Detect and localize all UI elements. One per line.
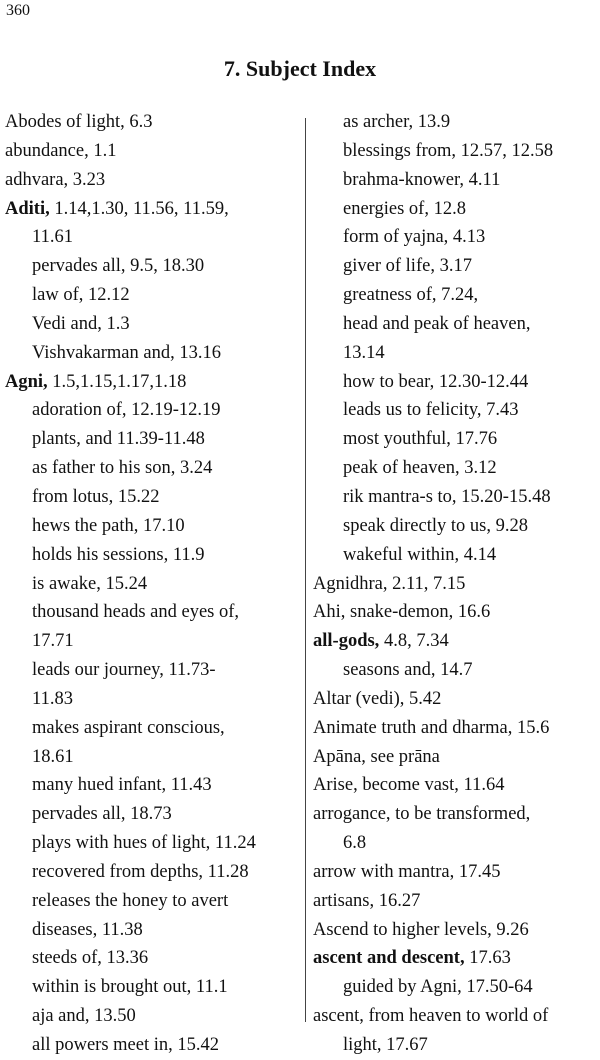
index-entry [313, 454, 600, 483]
index-column-right [313, 108, 600, 1060]
index-entry-text: Animate truth and dharma, 15.6 [313, 717, 550, 738]
index-entry [313, 339, 600, 368]
index-entry-text: from lotus, 15.22 [32, 486, 160, 507]
index-entry [5, 570, 301, 599]
index-entry [313, 598, 600, 627]
index-entry [5, 944, 301, 973]
index-entry-text: 17.71 [32, 631, 74, 652]
index-entry-text: 17.63 [464, 948, 511, 969]
index-entry-text: abundance, 1.1 [5, 140, 117, 161]
index-entry-text: guided by Agni, 17.50-64 [343, 977, 533, 998]
index-entry-text: 13.14 [343, 342, 385, 363]
index-entry-text: form of yajna, 4.13 [343, 227, 486, 248]
index-entry [313, 252, 600, 281]
index-entry [5, 223, 301, 252]
index-entry-text: 11.61 [32, 227, 73, 248]
index-entry [313, 483, 600, 512]
index-entry-text: makes aspirant conscious, [32, 717, 225, 738]
index-entry-text: greatness of, 7.24, [343, 285, 479, 306]
index-entry-text: arrow with mantra, 17.45 [313, 861, 501, 882]
index-entry [5, 425, 301, 454]
index-entry-text: head and peak of heaven, [343, 313, 531, 334]
index-entry [313, 1002, 600, 1031]
index-entry-text: adoration of, 12.19-12.19 [32, 400, 221, 421]
index-entry-text: diseases, 11.38 [32, 919, 143, 940]
index-entry [5, 1002, 301, 1031]
index-entry [313, 368, 600, 397]
column-divider [305, 118, 306, 1022]
index-entry-text: pervades all, 18.73 [32, 804, 172, 825]
index-column-left [5, 108, 301, 1060]
index-entry [313, 512, 600, 541]
index-entry [5, 916, 301, 945]
index-entry [5, 685, 301, 714]
index-entry [313, 656, 600, 685]
index-entry-text: all powers meet in, 15.42 [32, 1035, 220, 1055]
index-entry [313, 223, 600, 252]
index-entry [313, 944, 600, 973]
index-entry-text: hews the path, 17.10 [32, 515, 185, 536]
index-entry [313, 743, 600, 772]
index-entry-text: thousand heads and eyes of, [32, 602, 240, 623]
index-entry-text: speak directly to us, 9.28 [343, 515, 528, 536]
index-entry [313, 887, 600, 916]
index-entry [5, 252, 301, 281]
index-entry-text: releases the honey to avert [32, 890, 229, 911]
index-entry-text: artisans, 16.27 [313, 890, 421, 911]
page-number: 360 [6, 2, 30, 19]
index-entry [313, 108, 600, 137]
index-entry-text: as father to his son, 3.24 [32, 458, 213, 479]
index-entry-text: law of, 12.12 [32, 285, 130, 306]
index-entry [5, 714, 301, 743]
index-entry-heading: Agni, [5, 371, 48, 392]
index-entry [5, 656, 301, 685]
index-entry [5, 541, 301, 570]
index-entry [313, 1031, 600, 1060]
index-entry [313, 195, 600, 224]
index-entry [5, 743, 301, 772]
index-entry-text: 6.8 [343, 833, 367, 854]
index-entry [313, 916, 600, 945]
index-entry [313, 800, 600, 829]
index-entry-text: 1.14,1.30, 11.56, 11.59, [49, 198, 229, 219]
index-entry-text: many hued infant, 11.43 [32, 775, 212, 796]
index-entry-text: leads our journey, 11.73- [32, 660, 216, 681]
index-entry [313, 137, 600, 166]
index-entry [5, 195, 301, 224]
index-entry-text: holds his sessions, 11.9 [32, 544, 205, 565]
index-entry [5, 1031, 301, 1060]
index-entry [313, 973, 600, 1002]
index-entry-text: brahma-knower, 4.11 [343, 169, 501, 190]
index-entry-text: pervades all, 9.5, 18.30 [32, 256, 205, 277]
index-entry [313, 685, 600, 714]
index-entry-text: how to bear, 12.30-12.44 [343, 371, 529, 392]
index-entry-text: Arise, become vast, 11.64 [313, 775, 505, 796]
index-entry [5, 973, 301, 1002]
index-entry-text: Ascend to higher levels, 9.26 [313, 919, 529, 940]
index-entry [5, 339, 301, 368]
index-entry [5, 166, 301, 195]
index-entry [313, 829, 600, 858]
index-entry-text: 1.5,1.15,1.17,1.18 [47, 371, 187, 392]
index-entry [5, 368, 301, 397]
index-entry [5, 887, 301, 916]
index-entry [5, 858, 301, 887]
index-entry [313, 771, 600, 800]
index-entry-text: leads us to felicity, 7.43 [343, 400, 519, 421]
index-entry-text: steeds of, 13.36 [32, 948, 149, 969]
index-entry-text: peak of heaven, 3.12 [343, 458, 497, 479]
index-entry [313, 714, 600, 743]
index-entry [5, 800, 301, 829]
index-entry [313, 166, 600, 195]
index-entry-text: is awake, 15.24 [32, 573, 148, 594]
index-entry-heading: Aditi, [5, 198, 50, 219]
index-entry-text: rik mantra-s to, 15.20-15.48 [343, 486, 551, 507]
page-title: 7. Subject Index [223, 56, 377, 81]
index-entry-text: 11.83 [32, 688, 73, 709]
index-entry-text: as archer, 13.9 [343, 112, 451, 132]
index-entry-text: most youthful, 17.76 [343, 429, 498, 450]
index-entry [313, 281, 600, 310]
index-entry [5, 512, 301, 541]
index-entry-text: wakeful within, 4.14 [343, 544, 497, 565]
index-entry [5, 108, 301, 137]
index-entry-text: seasons and, 14.7 [343, 660, 473, 681]
index-entry [313, 570, 600, 599]
index-entry [5, 396, 301, 425]
index-entry [313, 858, 600, 887]
index-entry-text: aja and, 13.50 [32, 1006, 136, 1027]
index-entry [313, 627, 600, 656]
index-entry-text: 4.8, 7.34 [379, 631, 449, 652]
index-entry [5, 598, 301, 627]
index-entry [5, 454, 301, 483]
index-entry-text: Apāna, see prāna [313, 746, 440, 767]
index-entry-text: Agnidhra, 2.11, 7.15 [313, 573, 466, 594]
index-entry [5, 483, 301, 512]
index-entry [5, 137, 301, 166]
index-entry-text: plants, and 11.39-11.48 [32, 429, 205, 450]
index-entry-text: Abodes of light, 6.3 [5, 112, 153, 132]
index-entry [5, 281, 301, 310]
index-entry-text: Altar (vedi), 5.42 [313, 688, 442, 709]
index-entry-text: giver of life, 3.17 [343, 256, 472, 277]
index-entry [313, 396, 600, 425]
index-entry-text: within is brought out, 11.1 [32, 977, 228, 998]
index-entry-heading: ascent and descent, [313, 948, 465, 969]
index-entry-heading: all-gods, [313, 631, 380, 652]
index-entry-text: 18.61 [32, 746, 74, 767]
index-entry [5, 627, 301, 656]
index-entry [5, 829, 301, 858]
index-entry-text: blessings from, 12.57, 12.58 [343, 140, 554, 161]
index-entry-text: arrogance, to be transformed, [313, 804, 531, 825]
index-entry-text: recovered from depths, 11.28 [32, 861, 249, 882]
index-entry-text: adhvara, 3.23 [5, 169, 106, 190]
index-entry-text: Vishvakarman and, 13.16 [32, 342, 221, 363]
index-entry [5, 771, 301, 800]
index-entry-text: Ahi, snake-demon, 16.6 [313, 602, 491, 623]
index-entry [5, 310, 301, 339]
index-entry-text: energies of, 12.8 [343, 198, 466, 219]
index-entry-text: Vedi and, 1.3 [32, 313, 130, 334]
index-entry-text: plays with hues of light, 11.24 [32, 833, 256, 854]
index-entry [313, 541, 600, 570]
index-entry [313, 310, 600, 339]
index-entry [313, 425, 600, 454]
index-entry-text: light, 17.67 [343, 1035, 428, 1055]
index-entry-text: ascent, from heaven to world of [313, 1006, 549, 1027]
